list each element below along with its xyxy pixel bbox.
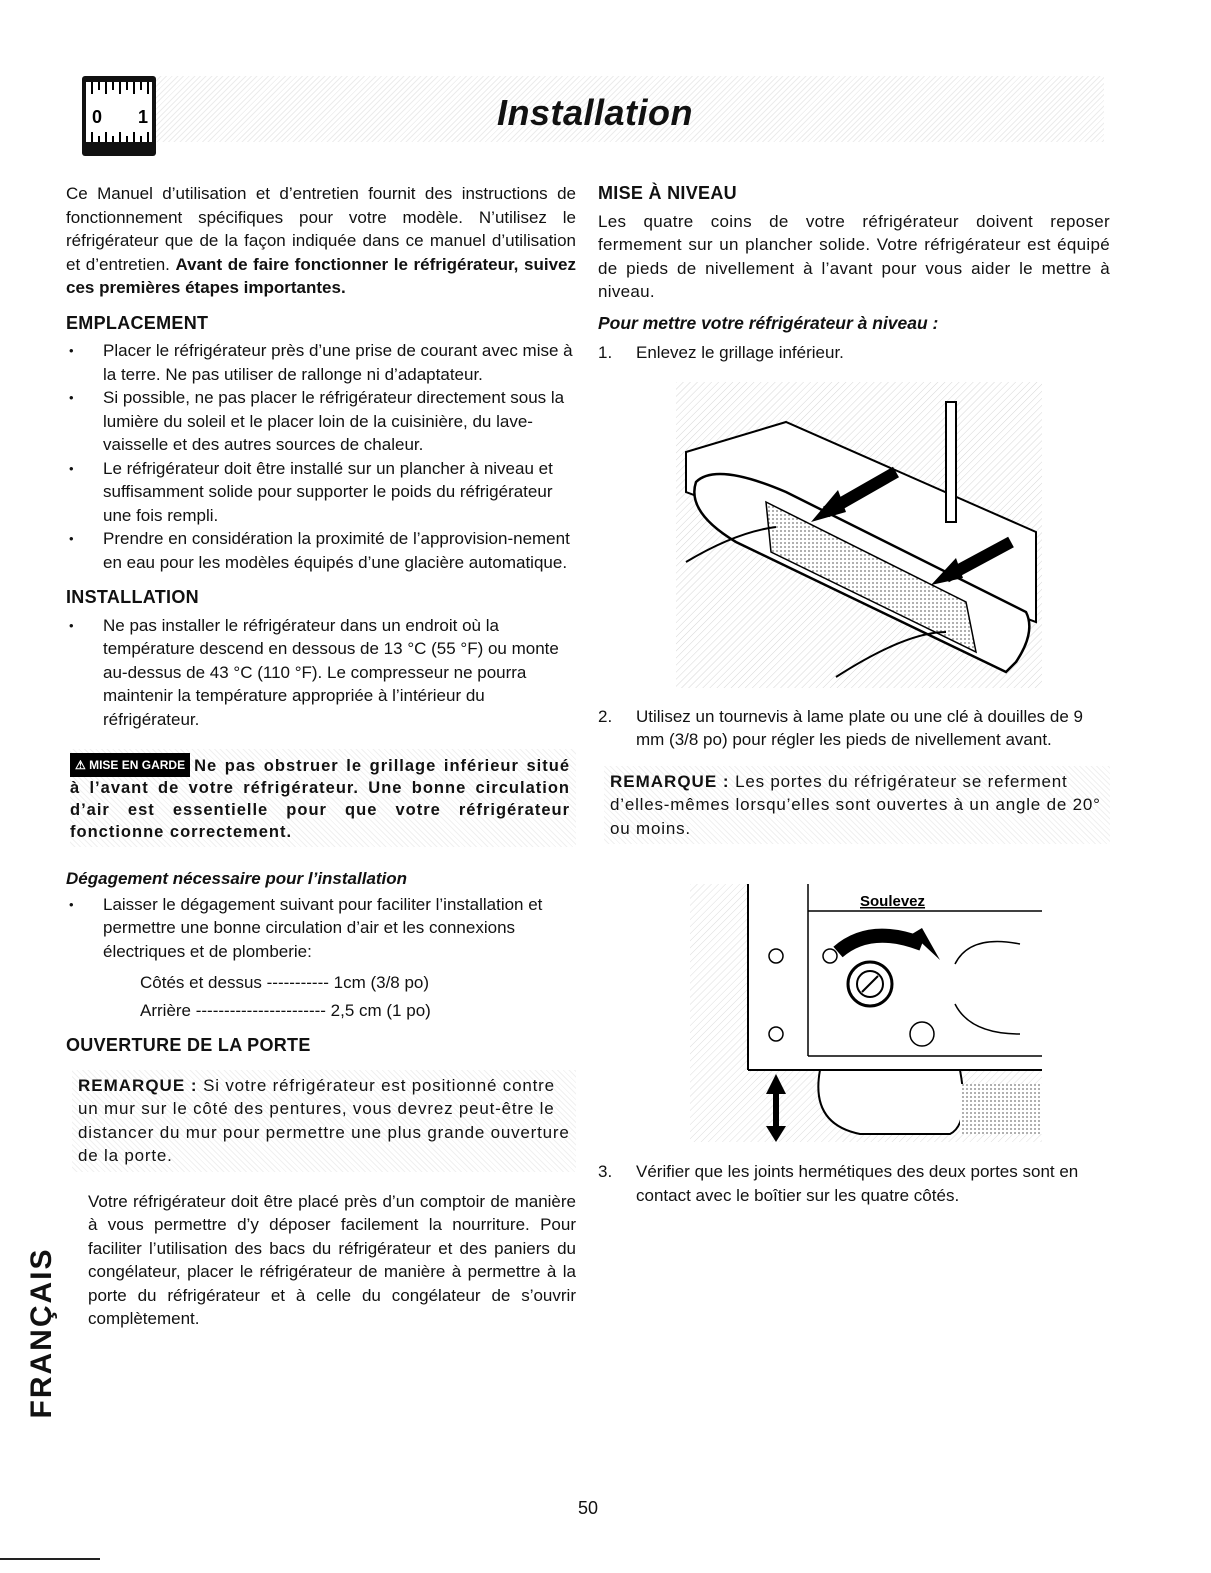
step-text: Vérifier que les joints hermétiques des deux portes sont en contact avec le boîtier sur les quatre côtés. bbox=[636, 1162, 1079, 1205]
level-subheading: Pour mettre votre réfrigérateur à niveau : bbox=[598, 312, 939, 333]
ruler-digit-1: 1 bbox=[138, 107, 149, 127]
left-column bbox=[66, 182, 576, 1331]
clearance-sides: Côtés et dessus ----------- 1cm (3/8 po) bbox=[140, 973, 430, 992]
door-note bbox=[72, 1070, 576, 1172]
ruler-icon bbox=[82, 76, 156, 156]
step-2 bbox=[598, 705, 1110, 752]
note-text: Les portes du réfrigérateur se referment d’elles-mêmes lorsqu’elles sont ouvertes à un angle de 20° ou moins. bbox=[610, 771, 1101, 838]
footer-rule bbox=[0, 1558, 100, 1560]
step-3 bbox=[598, 1160, 1110, 1207]
list-item: • Laisser le dégagement suivant pour faciliter l’installation et permettre une bonne circulation d’air et les connexions électriques et de plomberie: bbox=[66, 893, 576, 964]
grille-removal-illustration bbox=[676, 382, 1042, 688]
side-tab-label: FRANÇAIS bbox=[25, 1247, 58, 1419]
warning-box bbox=[70, 749, 576, 847]
language-side-tab bbox=[22, 1248, 62, 1418]
note-label: REMARQUE : bbox=[610, 771, 730, 791]
level-paragraph: Les quatre coins de votre réfrigérateur doivent reposer fermement sur un plancher solide. Votre réfrigérateur est équipé de pieds de nivellement à l’avant pour vous aider le mettre à niveau. bbox=[598, 211, 1110, 301]
intro-bold: Avant de faire fonctionner le réfrigérateur, suivez ces premières étapes importantes. bbox=[66, 254, 576, 297]
leveling-leg-illustration bbox=[690, 884, 1042, 1142]
degagement-heading: Dégagement nécessaire pour l’installation bbox=[66, 869, 408, 888]
door-paragraph: Votre réfrigérateur doit être placé près d’un comptoir de manière à vous permettre d’y déposer facilement la nourriture. Pour faciliter l’utilisation des bacs du réfrigérateur et des paniers du congélateur, placer le réfrigérateur de manière à permettre à la porte du réfrigérateur et à celle du congélateur de s’ouvrir complètement. bbox=[88, 1191, 576, 1328]
list-item: • Placer le réfrigérateur près d’une prise de courant avec mise à la terre. Ne pas utiliser de rallonge ni d’adaptateur. bbox=[66, 339, 576, 386]
intro-paragraph bbox=[66, 182, 576, 300]
warning-badge-label: MISE EN GARDE bbox=[89, 758, 186, 772]
step-number: 1. bbox=[598, 343, 613, 362]
note-text: Si votre réfrigérateur est positionné contre un mur sur le côté des pentures, vous devrez peut-être le distancer du mur pour permettre une plus grande ouverture de la porte. bbox=[78, 1075, 570, 1165]
list-item: • Si possible, ne pas placer le réfrigérateur directement sous la lumière du soleil et le placer loin de la cuisinière, du lave-vaisselle et des autres sources de chaleur. bbox=[66, 386, 576, 457]
page-number: 50 bbox=[578, 1498, 599, 1518]
emplacement-list bbox=[66, 339, 576, 574]
list-item: • Prendre en considération la proximité de l’approvision-nement en eau pour les modèles équipés d’une glacière automatique. bbox=[66, 527, 576, 574]
step-1 bbox=[598, 341, 1110, 365]
level-heading: MISE À NIVEAU bbox=[598, 183, 737, 203]
step-text: Enlevez le grillage inférieur. bbox=[636, 343, 844, 362]
warning-badge: ⚠ MISE EN GARDE bbox=[70, 753, 190, 777]
list-item: • Ne pas installer le réfrigérateur dans un endroit où la température descend en dessous de 13 °C (55 °F) ou monte au-dessus de 43 °C (110 °F). Le compresseur ne pourra maintenir la température appropriée à l’intérieur du réfrigérateur. bbox=[66, 614, 576, 732]
intro-plain: Ce Manuel d’utilisation et d’entretien fournit des instructions de fonctionnement spécifiques pour votre modèle. N’utilisez le réfrigérateur que de la façon indiquée dans ce manuel d’utilisation et d’entretien. bbox=[66, 184, 576, 274]
step-number: 2. bbox=[598, 706, 613, 726]
door-heading: OUVERTURE DE LA PORTE bbox=[66, 1035, 311, 1055]
level-note bbox=[604, 766, 1110, 845]
warning-text: Ne pas obstruer le grillage inférieur situé à l’avant de votre réfrigérateur. Une bonne circulation d’air est essentielle pour que votre réfrigérateur fonctionne correctement. bbox=[70, 757, 570, 841]
clearance-table bbox=[140, 971, 576, 1022]
list-item: • Le réfrigérateur doit être installé sur un plancher à niveau et suffisamment solide pour supporter le poids du réfrigérateur une fois rempli. bbox=[66, 457, 576, 528]
installation-heading: INSTALLATION bbox=[66, 587, 199, 607]
installation-list bbox=[66, 614, 576, 732]
degagement-list bbox=[66, 893, 576, 964]
page-header bbox=[82, 72, 1104, 156]
ruler-digit-0: 0 bbox=[92, 107, 103, 127]
step-text: Utilisez un tournevis à lame plate ou une clé à douilles de 9 mm (3/8 po) pour régler les pieds de nivellement avant. bbox=[636, 706, 1083, 749]
note-label: REMARQUE : bbox=[78, 1075, 198, 1095]
emplacement-heading: EMPLACEMENT bbox=[66, 312, 209, 333]
clearance-rear: Arrière ----------------------- 2,5 cm (1 po) bbox=[140, 1000, 431, 1020]
page-title: Installation bbox=[497, 92, 694, 133]
figure-label-soulevez: Soulevez bbox=[860, 893, 926, 910]
step-number: 3. bbox=[598, 1162, 613, 1181]
